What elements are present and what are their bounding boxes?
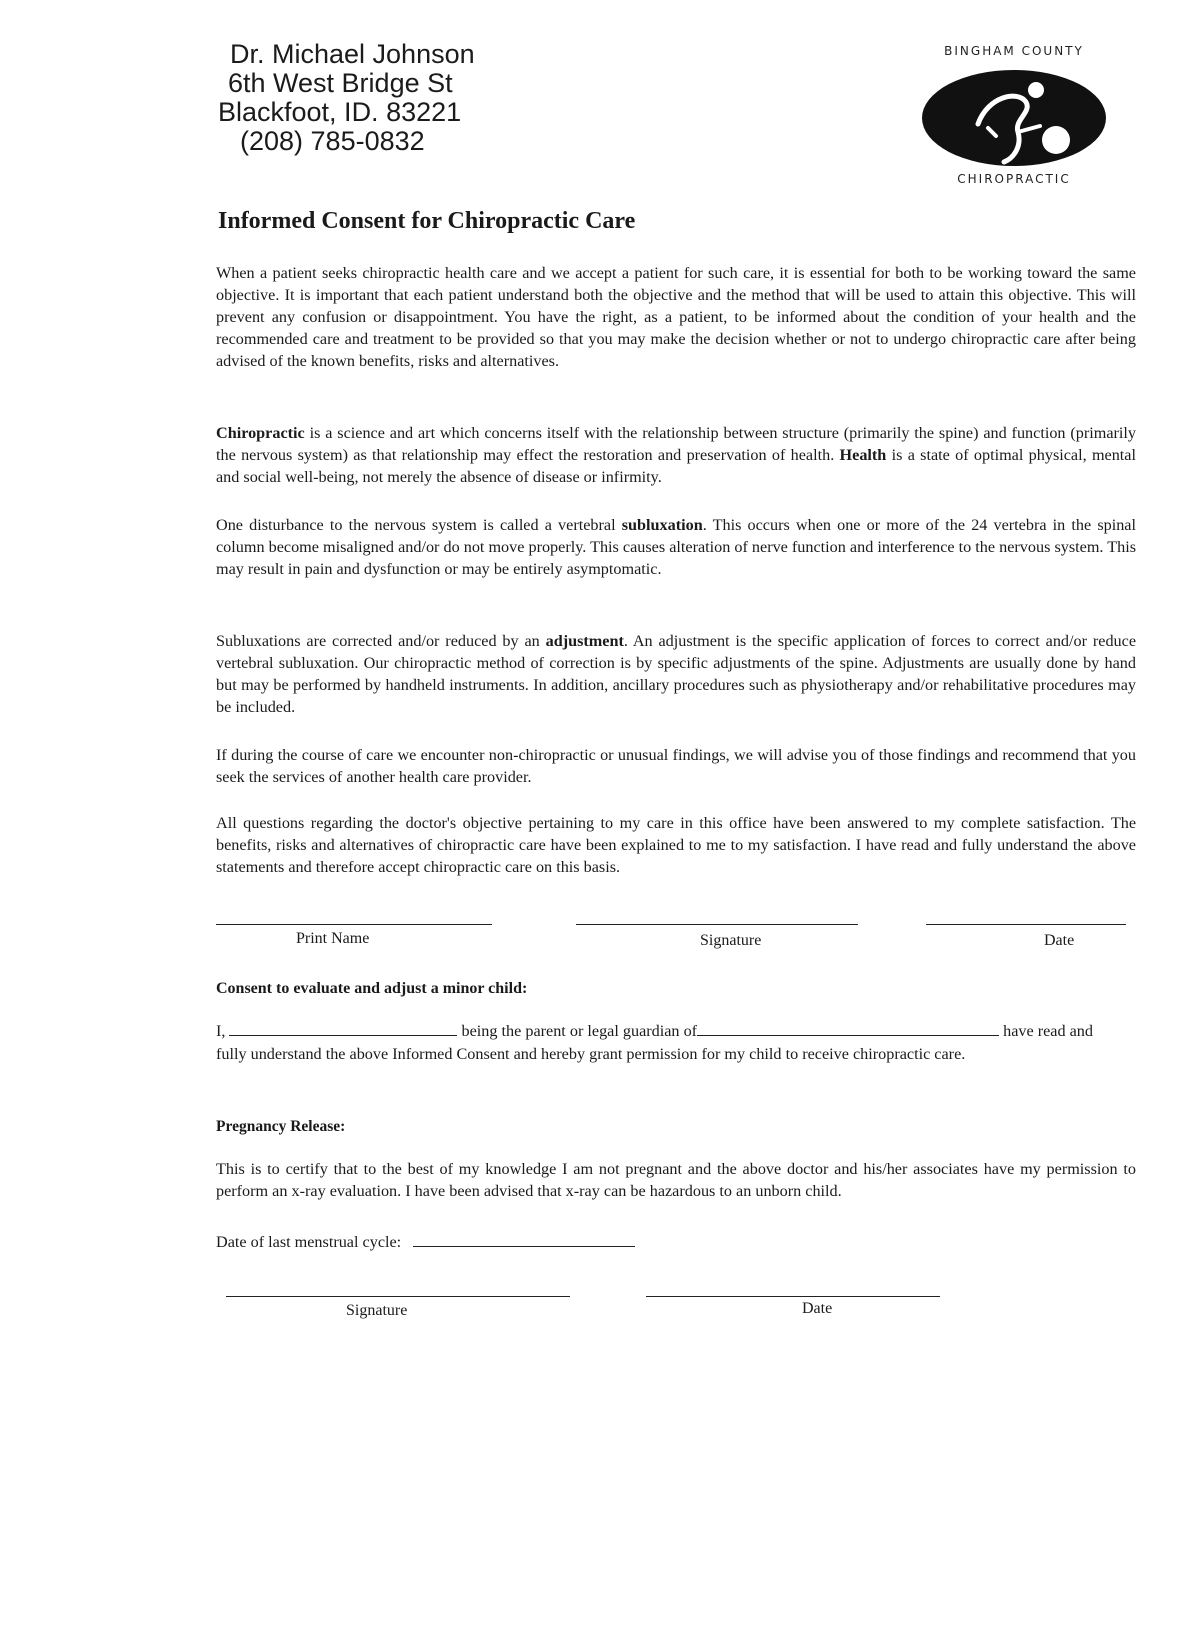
print-name-label: Print Name: [296, 930, 370, 947]
guardian-middle: being the parent or legal guardian of: [461, 1022, 698, 1040]
lmp-row: [216, 1232, 635, 1252]
lmp-label: Date of last menstrual cycle:: [216, 1233, 402, 1251]
acceptance-paragraph: All questions regarding the doctor's objective pertaining to my care in this office have been answered to my complete satisfaction. The benefits, risks and alternatives of chiropractic care have been explained to me to my satisfaction. I have read and fully understand the above statements and therefore accept chiropractic care on this basis.: [216, 814, 1136, 876]
chiropractic-term: Chiropractic: [216, 424, 305, 442]
findings-paragraph: If during the course of care we encounter non-chiropractic or unusual findings, we will advise you of those findings and recommend that you seek the services of another health care provider.: [216, 746, 1136, 786]
pregnancy-signature-line[interactable]: [226, 1296, 570, 1297]
doctor-name: Dr. Michael Johnson: [230, 39, 475, 69]
guardian-lead: I,: [216, 1022, 226, 1040]
pregnancy-date-line[interactable]: [646, 1296, 940, 1297]
signature-label: Signature: [700, 932, 762, 949]
logo-bottom-text: CHIROPRACTIC: [957, 172, 1071, 186]
adjustment-term: adjustment: [545, 632, 624, 650]
subluxation-paragraph: [216, 514, 1136, 580]
signature-line[interactable]: [576, 924, 858, 925]
pregnancy-date-label: Date: [802, 1300, 833, 1317]
city-state-zip: Blackfoot, ID. 83221: [218, 97, 462, 127]
chiropractic-definition: is a science and art which concerns itself with the relationship between structure (primarily the spine) and function (primarily the nervous system) as that relationship may effect the restoration and preservation of health.: [216, 424, 1136, 464]
lmp-date-field[interactable]: [413, 1232, 635, 1247]
guardian-name-field[interactable]: [229, 1021, 457, 1036]
guardian-tail: have: [1003, 1022, 1034, 1040]
document-title: Informed Consent for Chiropractic Care: [218, 208, 636, 234]
intro-paragraph: When a patient seeks chiropractic health care and we accept a patient for such care, it is essential for both to be working toward the same objective. It is important that each patient understand both the objective and the method that will be used to attain this objective. This will prevent any confusion or disappointment. You have the right, as a patient, to be informed about the condition of your health and the recommended care and treatment to be provided so that you may make the decision whether or not to undergo chiropractic care after being advised of the known benefits, risks and alternatives.: [216, 264, 1136, 370]
subluxation-term: subluxation: [621, 516, 703, 534]
clinic-logo: [908, 44, 1120, 194]
adjustment-text-2: . An adjustment is the specific application of forces to correct and/or reduce vertebral subluxation. Our chiropractic method of correction is by specific adjustments of the spine. Adjustments are usually done by hand but may be performed by handheld instruments. In addition, ancillary procedures such as physiotherapy and/or rehabilitative procedures may be included.: [216, 632, 1137, 716]
guardian-rest: read and fully understand the above Informed Consent and hereby grant permission for my child to receive chiropractic care.: [216, 1022, 1093, 1063]
minor-consent-statement: [216, 1020, 1116, 1066]
adjustment-text-1: Subluxations are corrected and/or reduced by an: [216, 632, 546, 650]
date-label: Date: [1044, 932, 1075, 949]
pregnancy-heading: Pregnancy Release:: [216, 1118, 346, 1135]
letterhead: [218, 40, 475, 156]
child-name-field[interactable]: [697, 1021, 999, 1036]
date-line[interactable]: [926, 924, 1126, 925]
adjustment-paragraph: [216, 630, 1136, 718]
minor-consent-heading: Consent to evaluate and adjust a minor child:: [216, 980, 528, 997]
logo-top-text: BINGHAM COUNTY: [944, 44, 1084, 58]
health-term: Health: [839, 446, 887, 464]
subluxation-text-2: . This occurs when one or more of the 24 vertebra in the spinal column become misaligned and/or do not move properly. This causes alteration of nerve function and interference to the nervous system. This may result in pain and dysfunction or may be entirely asymptomatic.: [216, 516, 1136, 578]
pregnancy-signature-label: Signature: [346, 1302, 408, 1319]
health-definition: is a state of optimal physical, mental and social well-being, not merely the absence of disease or infirmity.: [216, 446, 1136, 486]
phone-number: (208) 785-0832: [240, 126, 425, 156]
spine-figure-icon: [918, 66, 1110, 170]
definition-paragraph: [216, 422, 1136, 488]
street-address: 6th West Bridge St: [228, 68, 453, 98]
print-name-line[interactable]: [216, 924, 492, 925]
subluxation-text-1: One disturbance to the nervous system is called a vertebral: [216, 516, 622, 534]
pregnancy-statement: This is to certify that to the best of my knowledge I am not pregnant and the above doctor and his/her associates have my permission to perform an x-ray evaluation. I have been advised that x-ray can be hazardous to an unborn child.: [216, 1160, 1136, 1200]
